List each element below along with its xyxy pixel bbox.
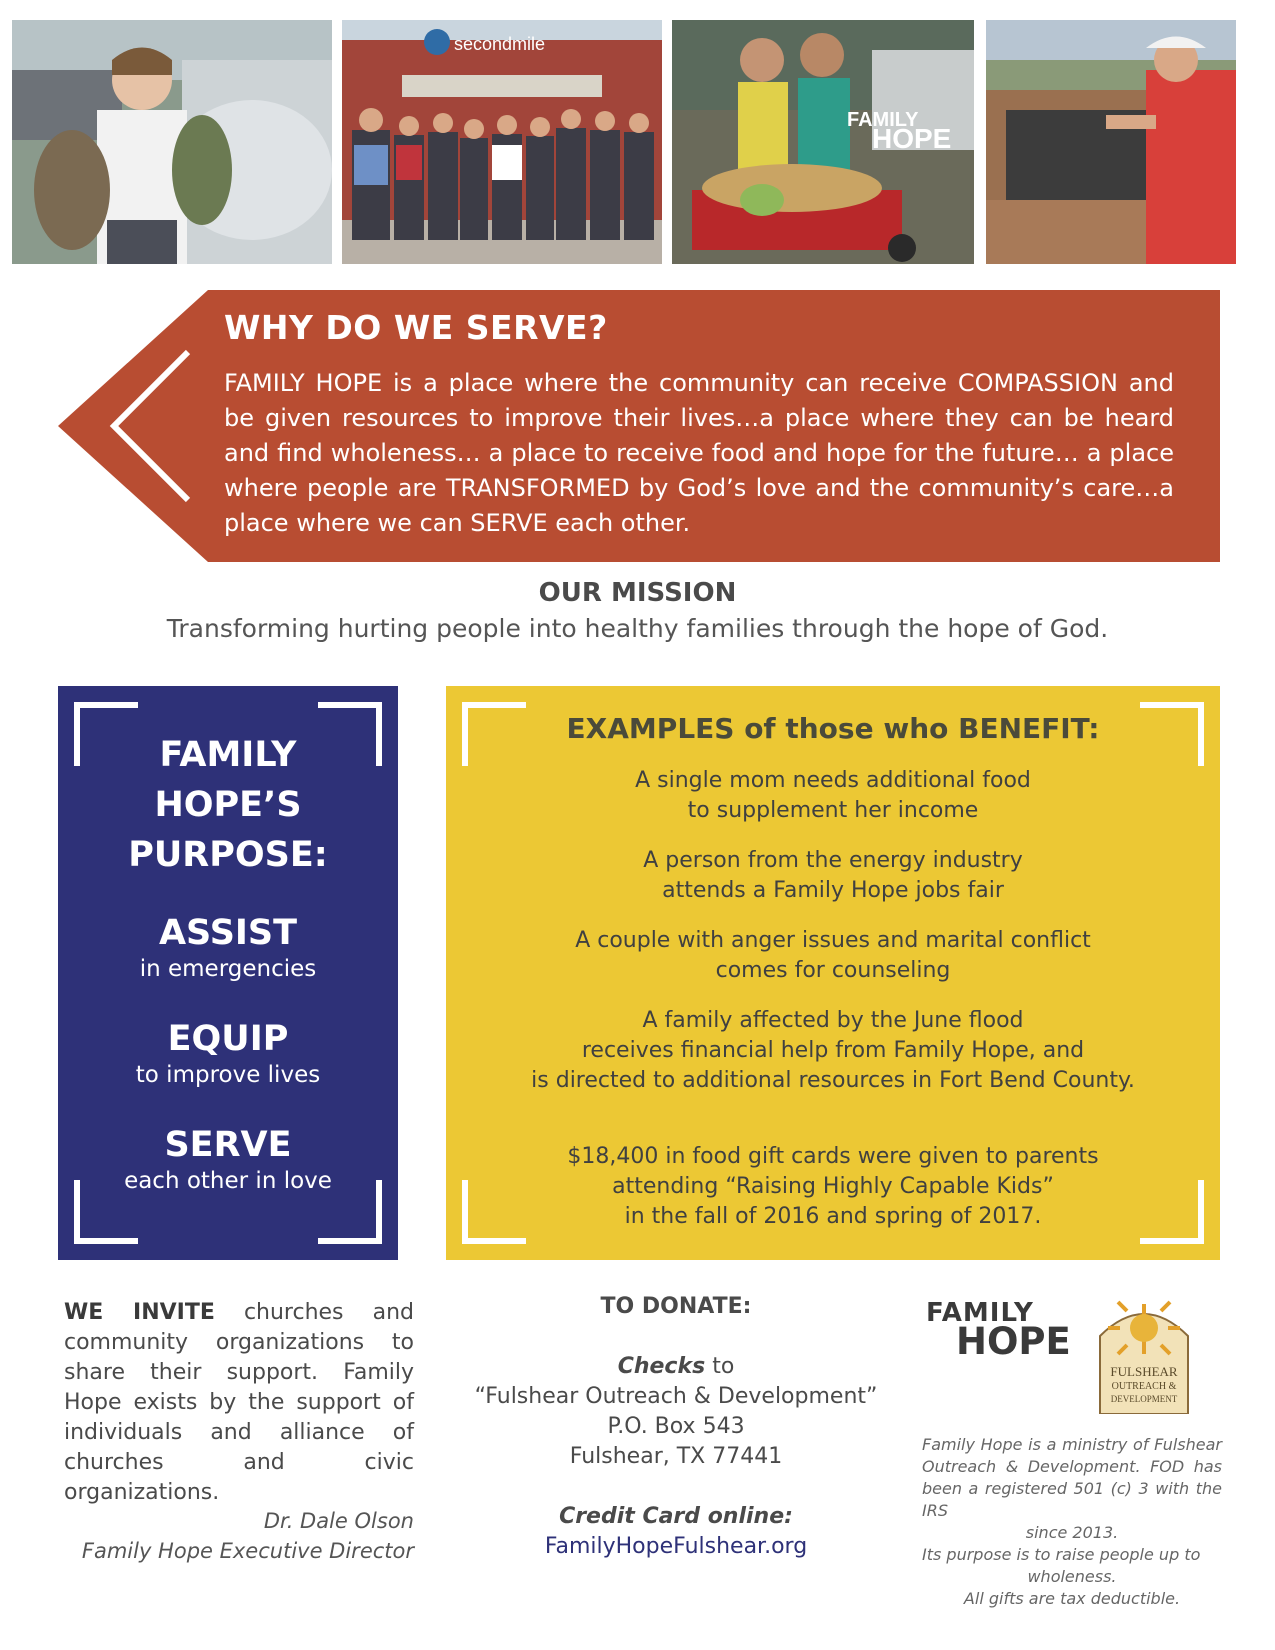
donate-address-line: P.O. Box 543 (607, 1414, 745, 1439)
signer-name: Dr. Dale Olson (263, 1509, 414, 1533)
examples-box (446, 686, 1220, 1260)
example-line: A single mom needs additional food (635, 768, 1031, 793)
invite-text: churches and community organizations to share their support. Family Hope exists by the support of individuals and alliance of churches and civic organizations. (64, 1300, 414, 1505)
credit-card-label: Credit Card online: (559, 1504, 793, 1529)
example-line: in the fall of 2016 and spring of 2017. (624, 1204, 1042, 1229)
fod-note-text: All gifts are tax deductible. (963, 1589, 1181, 1608)
example-item (446, 1142, 1220, 1232)
donate-payee: “Fulshear Outreach & Development” (474, 1384, 878, 1409)
purpose-item-text: in emergencies (139, 956, 317, 982)
examples-title: EXAMPLES of those who BENEFIT: (566, 712, 1100, 745)
mission-text: Transforming hurting people into healthy families through the hope of God. (166, 614, 1109, 643)
purpose-title-line: HOPE’S (154, 785, 302, 825)
family-hope-kids-wagon-photo (672, 20, 974, 264)
donate-section (466, 1292, 886, 1562)
example-line: attending “Raising Highly Capable Kids” (612, 1174, 1054, 1199)
purpose-item-heading: SERVE (164, 1125, 292, 1165)
example-item (446, 926, 1220, 986)
fod-logo-line2: OUTREACH & (1111, 1381, 1177, 1392)
boy-with-bags-photo (12, 20, 332, 264)
purpose-item-heading: EQUIP (167, 1019, 289, 1059)
car-distribution-photo (986, 20, 1236, 264)
example-line: to supplement her income (687, 798, 979, 823)
example-line: comes for counseling (715, 958, 951, 983)
fod-logo-line1: FULSHEAR (1110, 1364, 1178, 1379)
donate-title: TO DONATE: (600, 1294, 752, 1319)
example-line: attends a Family Hope jobs fair (662, 878, 1004, 903)
purpose-item-text: to improve lives (135, 1062, 321, 1088)
family-hope-logo-line2: HOPE (956, 1320, 1071, 1363)
donate-website-link[interactable]: FamilyHopeFulshear.org (544, 1534, 808, 1559)
mission-title: OUR MISSION (538, 578, 737, 608)
secondmile-sign: secondmile (454, 34, 546, 54)
purpose-item (58, 1124, 398, 1196)
checks-line (466, 1352, 886, 1382)
family-hope-overlay-line1: FAMILY (847, 109, 919, 131)
example-line: is directed to additional resources in Fort Bend County. (531, 1068, 1135, 1093)
why-serve-title: WHY DO WE SERVE? (224, 308, 608, 347)
fod-note-text: since 2013. (1025, 1523, 1119, 1542)
purpose-item (58, 1018, 398, 1090)
example-line: A person from the energy industry (643, 848, 1023, 873)
family-hope-logo-line1: FAMILY (926, 1298, 1034, 1328)
secondmile-group-photo (342, 20, 662, 264)
example-line: A family affected by the June flood (642, 1008, 1024, 1033)
checks-label: Checks (617, 1354, 706, 1379)
invite-lead: WE INVITE (64, 1300, 215, 1325)
fod-logo-line3: DEVELOPMENT (1110, 1394, 1178, 1404)
fod-note-text: wholeness. (1027, 1567, 1117, 1586)
purpose-title (58, 730, 398, 880)
checks-suffix: to (705, 1354, 735, 1379)
example-line: receives financial help from Family Hope, and (581, 1038, 1085, 1063)
fod-note (922, 1434, 1222, 1610)
purpose-item-heading: ASSIST (158, 913, 298, 953)
family-hope-overlay-line2: HOPE (872, 123, 952, 154)
example-item (446, 1006, 1220, 1096)
fod-note-text: Family Hope is a ministry of Fulshear Outreach & Development. FOD has been a registered 501 (c) 3 with the IRS (922, 1435, 1222, 1520)
example-line: A couple with anger issues and marital conflict (575, 928, 1091, 953)
fod-note-text: Its purpose is to raise people up to (922, 1545, 1201, 1564)
signer-title: Family Hope Executive Director (81, 1539, 414, 1563)
why-serve-body: FAMILY HOPE is a place where the community can receive COMPASSION and be given resources to improve their lives…a place where they can be heard and find wholeness… a place to receive food and hope for the future… a place where people are TRANSFORMED by God’s love and the community’s care…a place where we can SERVE each other. (224, 369, 1174, 537)
purpose-item (58, 912, 398, 984)
example-item (446, 766, 1220, 826)
family-hope-logo (926, 1298, 1076, 1363)
donate-address-line: Fulshear, TX 77441 (569, 1444, 783, 1469)
fulshear-outreach-logo (1098, 1296, 1190, 1414)
purpose-title-line: PURPOSE: (128, 835, 328, 875)
signer (64, 1506, 414, 1566)
invite-paragraph (64, 1298, 414, 1508)
example-line: $18,400 in food gift cards were given to parents (567, 1144, 1099, 1169)
purpose-box (58, 686, 398, 1260)
purpose-title-line: FAMILY (159, 735, 297, 775)
purpose-item-text: each other in love (124, 1168, 332, 1194)
example-item (446, 846, 1220, 906)
